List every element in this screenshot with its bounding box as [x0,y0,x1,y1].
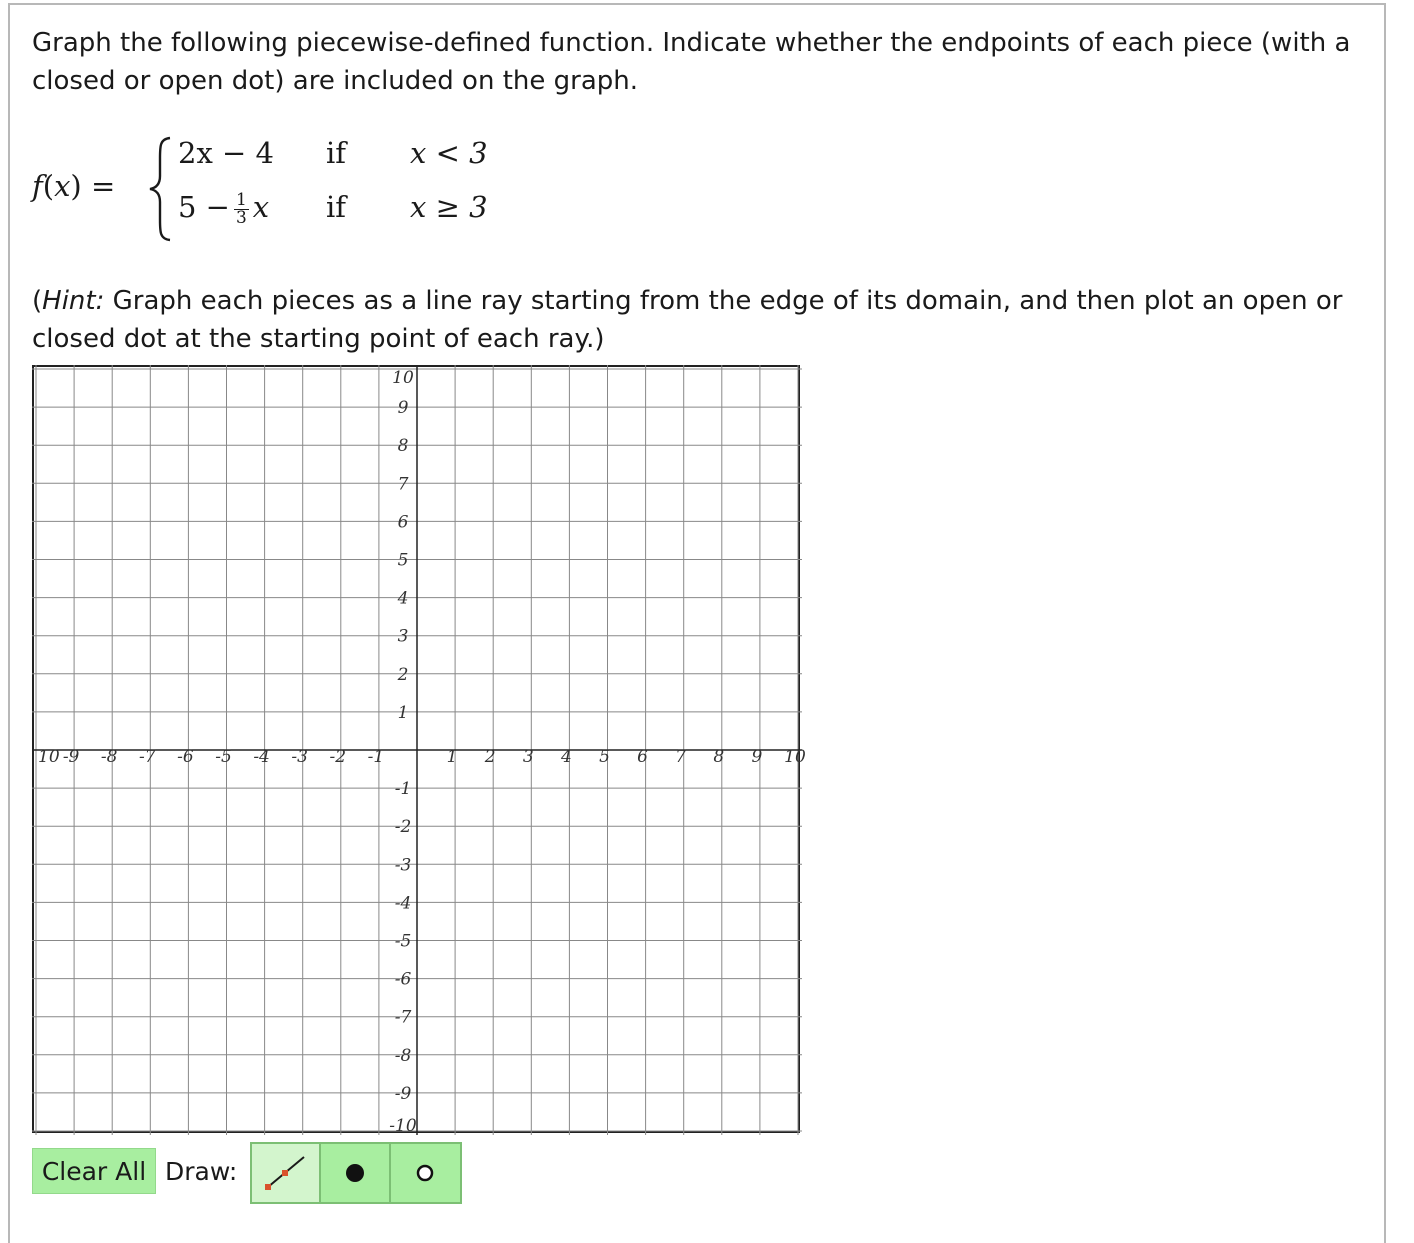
piece-1-condition: x < 3 [410,136,488,170]
x-tick-label: 9 [751,747,763,767]
piece-2-condition: x ≥ 3 [410,190,488,224]
x-tick-label: -1 [367,747,385,767]
y-tick-label: 7 [397,474,409,495]
piece-2-expression: 5 − $\frac{1}{3}$ x [178,189,270,228]
x-tick-label: 7 [675,747,687,767]
formula-lhs: f(x) = [32,169,116,203]
y-tick-label: -7 [394,1007,412,1028]
x-tick-label: 6 [637,747,649,767]
x-tick-label: -3 [291,747,308,767]
tool-group [250,1142,462,1204]
left-brace-icon [148,136,174,242]
x-tick-label: 4 [560,747,572,767]
piece-2-if: if [326,190,347,224]
y-tick-label: -3 [394,855,412,876]
y-tick-label: -1 [394,779,412,800]
piece-1-expression: 2x − 4 [178,136,274,170]
piecewise-formula [32,132,552,244]
y-tick-label: -10 [389,1116,417,1136]
y-tick-label: -2 [394,817,412,838]
line-icon [262,1153,310,1193]
question-text: Graph the following piecewise-defined function. Indicate whether the endpoints of each piece (with a closed or open dot) are included on the graph. [32,28,1351,96]
x-tick-label: -9 [62,747,80,767]
x-tick-label: -7 [139,747,156,767]
hint-label: Hint: [42,286,105,316]
x-tick-label: -5 [215,747,232,767]
x-tick-label: -2 [329,747,347,767]
open-circle-icon [413,1161,437,1185]
y-tick-label: 5 [397,550,409,571]
line-ray-tool[interactable] [252,1144,321,1202]
x-tick-label: 10 [38,747,60,767]
y-tick-label: 8 [397,436,409,457]
y-tick-label: -5 [394,931,412,952]
y-tick-label: 2 [397,664,409,685]
open-dot-tool[interactable] [391,1144,460,1202]
closed-dot-tool[interactable] [321,1144,390,1202]
x-tick-label: -4 [253,747,270,767]
hint-text: (Hint: Graph each pieces as a line ray starting from the edge of its domain, and then plot an open or closed dot at the starting point of each ray.) [32,286,1343,354]
x-tick-label: 3 [522,747,534,767]
piece-1-if: if [326,136,347,170]
y-tick-label: -8 [394,1045,412,1066]
y-tick-label: 4 [397,588,409,609]
y-tick-label: 3 [397,626,409,647]
y-tick-label: 10 [392,368,414,388]
x-tick-label: 1 [446,747,458,767]
fraction-one-third: $\frac{1}{3}$ [235,189,247,228]
x-tick-label: -8 [100,747,118,767]
x-tick-label: 2 [484,747,496,767]
y-tick-label: -9 [394,1083,412,1104]
x-tick-label: 8 [713,747,725,767]
y-tick-label: -6 [394,969,412,990]
y-tick-label: -4 [394,893,412,914]
y-tick-label: 1 [397,702,409,723]
coordinate-graph[interactable] [32,365,806,1136]
filled-circle-icon [343,1161,367,1185]
y-tick-label: 9 [397,398,409,419]
clear-all-button[interactable]: Clear All [32,1148,156,1194]
x-tick-label: 10 [784,747,806,767]
x-tick-label: 5 [599,747,610,767]
x-tick-label: -6 [177,747,194,767]
y-tick-label: 6 [397,512,409,533]
draw-label: Draw: [165,1156,238,1186]
